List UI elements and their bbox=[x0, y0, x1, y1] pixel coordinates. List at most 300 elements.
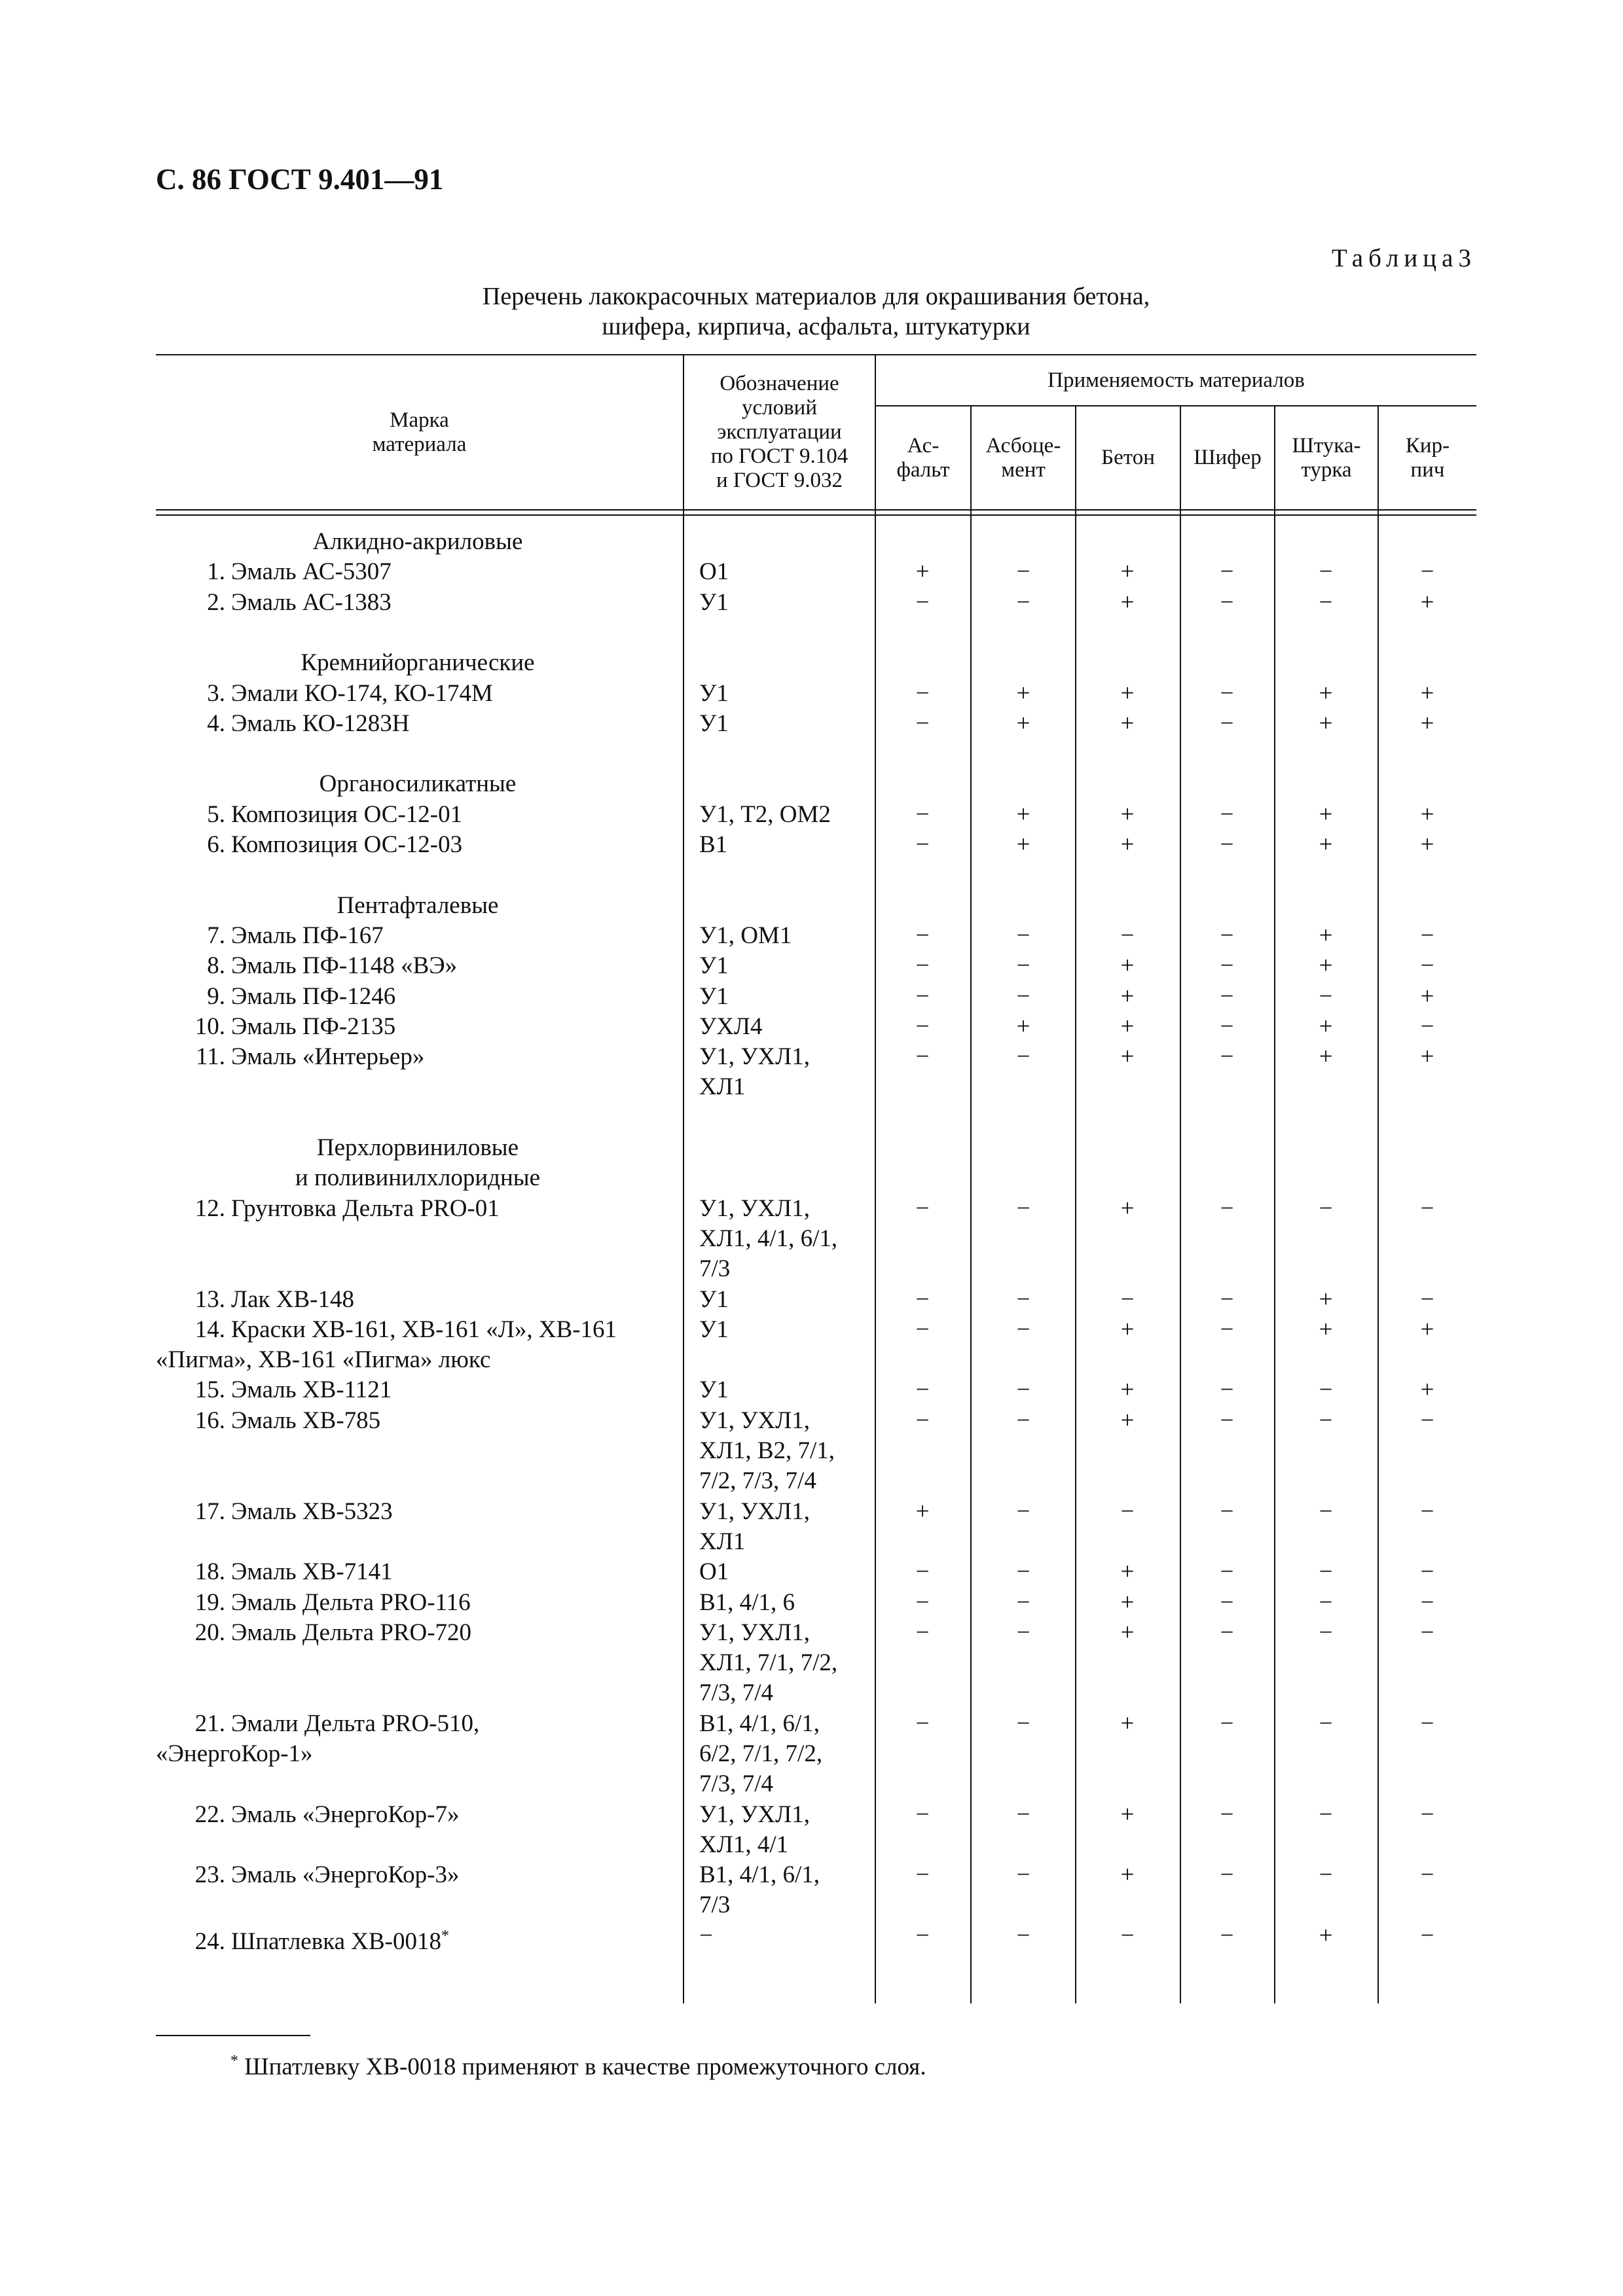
material-name-text: Эмаль «Интерьер» bbox=[231, 1043, 425, 1071]
mark-asphalt: − bbox=[915, 1710, 930, 1737]
row-number: 1. bbox=[207, 558, 225, 586]
mark-plaster: − bbox=[1319, 1861, 1333, 1889]
mark-brick: + bbox=[1420, 679, 1434, 707]
mark-concrete: + bbox=[1120, 982, 1135, 1010]
table-row bbox=[156, 921, 1476, 951]
material-name bbox=[156, 921, 670, 951]
mark-asphalt: − bbox=[915, 1376, 930, 1404]
group-heading: Органосиликатные bbox=[319, 770, 517, 798]
table-row bbox=[156, 679, 1476, 709]
mark-asbestos-cement: + bbox=[1016, 679, 1030, 707]
material-name-text: Эмаль ПФ-1148 «ВЭ» bbox=[231, 952, 458, 980]
material-name-text: Эмаль Дельта PRO-720 bbox=[231, 1619, 472, 1646]
mark-plaster: − bbox=[1319, 1710, 1333, 1737]
mark-plaster: + bbox=[1319, 800, 1333, 828]
material-name-text: Лак ХВ-148 bbox=[231, 1285, 354, 1313]
conditions-line: ХЛ1, 7/1, 7/2, bbox=[699, 1649, 838, 1677]
material-name-text: Эмаль ХВ-785 bbox=[231, 1407, 381, 1434]
material-name bbox=[156, 982, 670, 1012]
mark-plaster: + bbox=[1319, 831, 1333, 858]
conditions-line: 7/3, 7/4 bbox=[699, 1679, 774, 1707]
mark-brick: + bbox=[1420, 588, 1434, 616]
conditions-line: ХЛ1, 4/1 bbox=[699, 1831, 789, 1858]
mark-concrete: + bbox=[1120, 1710, 1135, 1737]
table-row bbox=[156, 1557, 1476, 1587]
mark-slate: − bbox=[1220, 1407, 1234, 1434]
material-name-text: Эмаль ХВ-1121 bbox=[231, 1376, 392, 1404]
material-name bbox=[156, 830, 670, 860]
material-name bbox=[156, 1406, 670, 1436]
material-name bbox=[156, 1042, 670, 1072]
mark-plaster: + bbox=[1319, 709, 1333, 737]
page-header: С. 86 ГОСТ 9.401—91 bbox=[156, 163, 444, 196]
mark-asbestos-cement: + bbox=[1016, 800, 1030, 828]
conditions-line: У1, УХЛ1, bbox=[699, 1043, 810, 1071]
mark-brick: + bbox=[1420, 1376, 1434, 1404]
mark-asphalt: − bbox=[915, 1194, 930, 1222]
mark-slate: − bbox=[1220, 709, 1234, 737]
conditions-line: 7/3, 7/4 bbox=[699, 1770, 774, 1798]
footnote-ref: * bbox=[441, 1927, 450, 1945]
row-number: 2. bbox=[207, 588, 225, 616]
mark-concrete: + bbox=[1120, 800, 1135, 828]
mark-asbestos-cement: − bbox=[1016, 1316, 1030, 1343]
material-name bbox=[156, 588, 670, 618]
mark-plaster: − bbox=[1319, 558, 1333, 586]
conditions-line: У1 bbox=[699, 952, 729, 980]
row-number: 17. bbox=[194, 1498, 225, 1525]
material-name-text: Композиция ОС-12-01 bbox=[231, 800, 463, 828]
mark-asbestos-cement: − bbox=[1016, 1194, 1030, 1222]
mark-concrete: + bbox=[1120, 1801, 1135, 1828]
table-row bbox=[156, 1315, 1476, 1376]
table-row bbox=[156, 1860, 1476, 1921]
mark-asbestos-cement: − bbox=[1016, 952, 1030, 980]
conditions-line: У1 bbox=[699, 709, 729, 737]
group-heading: Алкидно-акриловые bbox=[312, 528, 523, 555]
mark-concrete: + bbox=[1120, 1013, 1135, 1040]
caption-line-2: шифера, кирпича, асфальта, штукатурки bbox=[602, 313, 1030, 340]
mark-brick: + bbox=[1420, 800, 1434, 828]
mark-asphalt: − bbox=[915, 1013, 930, 1040]
conditions-line: У1 bbox=[699, 1316, 729, 1343]
table-number: Таблица3 bbox=[1331, 244, 1476, 272]
footnote-text: Шпатлевку ХВ-0018 применяют в качестве промежуточного слоя. bbox=[244, 2053, 926, 2081]
footnote bbox=[230, 2053, 926, 2081]
conditions-line: ХЛ1, В2, 7/1, bbox=[699, 1437, 835, 1464]
mark-asbestos-cement: − bbox=[1016, 1619, 1030, 1646]
mark-brick: − bbox=[1420, 1619, 1434, 1646]
header-asphalt: Ас- фальт bbox=[896, 433, 950, 482]
mark-asphalt: − bbox=[915, 679, 930, 707]
footnote-mark: * bbox=[230, 2053, 238, 2070]
conditions-line: В1, 4/1, 6/1, bbox=[699, 1861, 820, 1889]
row-number: 12. bbox=[194, 1194, 225, 1222]
mark-brick: + bbox=[1420, 831, 1434, 858]
mark-plaster: + bbox=[1319, 1043, 1333, 1071]
group-heading-row bbox=[156, 769, 1476, 799]
conditions-line: У1, УХЛ1, bbox=[699, 1801, 810, 1828]
mark-slate: − bbox=[1220, 800, 1234, 828]
material-name-continuation: «ЭнергоКор-1» bbox=[156, 1740, 313, 1767]
mark-concrete: + bbox=[1120, 588, 1135, 616]
group-heading: и поливинилхлоридные bbox=[295, 1164, 541, 1192]
mark-brick: − bbox=[1420, 952, 1434, 980]
mark-asphalt: + bbox=[915, 1498, 930, 1525]
table-caption bbox=[156, 281, 1476, 342]
group-heading-row bbox=[156, 891, 1476, 921]
mark-plaster: + bbox=[1319, 1922, 1333, 1949]
header-rule-2 bbox=[156, 514, 1476, 516]
mark-plaster: − bbox=[1319, 1498, 1333, 1525]
mark-asphalt: − bbox=[915, 800, 930, 828]
mark-brick: − bbox=[1420, 1285, 1434, 1313]
material-name-continuation: «Пигма», ХВ-161 «Пигма» люкс bbox=[156, 1346, 491, 1374]
mark-asphalt: − bbox=[915, 1285, 930, 1313]
table-row bbox=[156, 1921, 1476, 1956]
conditions-line: У1 bbox=[699, 1376, 729, 1404]
mark-asbestos-cement: − bbox=[1016, 982, 1030, 1010]
mark-brick: − bbox=[1420, 1801, 1434, 1828]
material-name-text: Эмали Дельта PRO-510, bbox=[231, 1710, 480, 1737]
mark-brick: − bbox=[1420, 1922, 1434, 1949]
row-number: 18. bbox=[194, 1558, 225, 1586]
header-asbestos-cement: Асбоце- мент bbox=[985, 433, 1061, 482]
mark-slate: − bbox=[1220, 1376, 1234, 1404]
material-name bbox=[156, 1012, 670, 1042]
row-number: 10. bbox=[194, 1013, 225, 1040]
mark-concrete: + bbox=[1120, 1316, 1135, 1343]
table-row bbox=[156, 1375, 1476, 1405]
mark-asphalt: − bbox=[915, 922, 930, 949]
conditions-line: В1 bbox=[699, 831, 728, 858]
mark-plaster: + bbox=[1319, 952, 1333, 980]
row-number: 8. bbox=[207, 952, 225, 980]
mark-concrete: + bbox=[1120, 1588, 1135, 1616]
mark-brick: + bbox=[1420, 709, 1434, 737]
material-name-text: Композиция ОС-12-03 bbox=[231, 831, 463, 858]
mark-brick: − bbox=[1420, 922, 1434, 949]
mark-asphalt: − bbox=[915, 1316, 930, 1343]
material-name bbox=[156, 1375, 670, 1405]
group-heading-row bbox=[156, 527, 1476, 557]
mark-slate: − bbox=[1220, 1043, 1234, 1071]
row-number: 3. bbox=[207, 679, 225, 707]
mark-plaster: − bbox=[1319, 1801, 1333, 1828]
table-row bbox=[156, 951, 1476, 981]
mark-slate: − bbox=[1220, 1013, 1234, 1040]
mark-plaster: − bbox=[1319, 1558, 1333, 1586]
mark-slate: − bbox=[1220, 1922, 1234, 1949]
row-number: 5. bbox=[207, 800, 225, 828]
material-name-text: Эмаль «ЭнергоКор-3» bbox=[231, 1861, 460, 1889]
mark-concrete: + bbox=[1120, 831, 1135, 858]
mark-slate: − bbox=[1220, 922, 1234, 949]
mark-slate: − bbox=[1220, 1194, 1234, 1222]
table-row bbox=[156, 1618, 1476, 1709]
conditions-line: У1, УХЛ1, bbox=[699, 1407, 810, 1434]
mark-brick: + bbox=[1420, 1043, 1434, 1071]
mark-plaster: − bbox=[1319, 1407, 1333, 1434]
mark-concrete: + bbox=[1120, 1376, 1135, 1404]
mark-asphalt: − bbox=[915, 1043, 930, 1071]
group-heading-row bbox=[156, 1163, 1476, 1193]
mark-concrete: − bbox=[1120, 922, 1135, 949]
conditions-line: У1 bbox=[699, 588, 729, 616]
header-conditions: Обозначение условий эксплуатации по ГОСТ 9.104 и ГОСТ 9.032 bbox=[710, 372, 848, 492]
mark-concrete: − bbox=[1120, 1922, 1135, 1949]
row-number: 9. bbox=[207, 982, 225, 1010]
material-name bbox=[156, 1618, 670, 1648]
table-row bbox=[156, 557, 1476, 587]
mark-asbestos-cement: − bbox=[1016, 588, 1030, 616]
mark-asphalt: − bbox=[915, 1619, 930, 1646]
mark-asphalt: + bbox=[915, 558, 930, 586]
material-name bbox=[156, 1860, 670, 1890]
mark-slate: − bbox=[1220, 588, 1234, 616]
mark-slate: − bbox=[1220, 831, 1234, 858]
table-row bbox=[156, 709, 1476, 739]
row-number: 24. bbox=[194, 1928, 225, 1956]
conditions-line: У1, УХЛ1, bbox=[699, 1194, 810, 1222]
mark-brick: − bbox=[1420, 1194, 1434, 1222]
mark-plaster: + bbox=[1319, 1013, 1333, 1040]
material-name bbox=[156, 1800, 670, 1830]
mark-asbestos-cement: − bbox=[1016, 1861, 1030, 1889]
mark-plaster: − bbox=[1319, 1588, 1333, 1616]
mark-plaster: + bbox=[1319, 1285, 1333, 1313]
mark-brick: − bbox=[1420, 1407, 1434, 1434]
mark-concrete: + bbox=[1120, 679, 1135, 707]
header-plaster: Штука- турка bbox=[1292, 433, 1361, 482]
table-row bbox=[156, 1285, 1476, 1315]
conditions-line: О1 bbox=[699, 1558, 729, 1586]
material-name bbox=[156, 1588, 670, 1618]
mark-brick: + bbox=[1420, 1316, 1434, 1343]
mark-brick: − bbox=[1420, 1498, 1434, 1525]
material-name bbox=[156, 1709, 670, 1739]
material-name-text: Эмаль «ЭнергоКор-7» bbox=[231, 1801, 460, 1828]
group-heading: Пентафталевые bbox=[337, 891, 499, 919]
mark-slate: − bbox=[1220, 1498, 1234, 1525]
material-name bbox=[156, 1497, 670, 1527]
table-row bbox=[156, 982, 1476, 1012]
mark-asphalt: − bbox=[915, 1801, 930, 1828]
mark-concrete: + bbox=[1120, 1619, 1135, 1646]
mark-slate: − bbox=[1220, 1316, 1234, 1343]
table-row bbox=[156, 1406, 1476, 1497]
group-heading-row bbox=[156, 648, 1476, 678]
mark-slate: − bbox=[1220, 1710, 1234, 1737]
mark-asbestos-cement: + bbox=[1016, 831, 1030, 858]
footnote-rule bbox=[156, 2035, 310, 2036]
row-number: 11. bbox=[196, 1043, 225, 1071]
table-row bbox=[156, 830, 1476, 860]
table-row bbox=[156, 1588, 1476, 1618]
mark-plaster: − bbox=[1319, 1619, 1333, 1646]
mark-asbestos-cement: − bbox=[1016, 922, 1030, 949]
conditions-line: У1, УХЛ1, bbox=[699, 1619, 810, 1646]
material-name bbox=[156, 1194, 670, 1224]
table-row bbox=[156, 588, 1476, 618]
conditions-line: У1 bbox=[699, 679, 729, 707]
material-name-text: Эмаль КО-1283Н bbox=[231, 709, 410, 737]
material-name bbox=[156, 1921, 670, 1957]
mark-asphalt: − bbox=[915, 588, 930, 616]
material-name bbox=[156, 1285, 670, 1315]
mark-concrete: + bbox=[1120, 1558, 1135, 1586]
mark-concrete: + bbox=[1120, 709, 1135, 737]
header-rule-1 bbox=[156, 509, 1476, 511]
group-heading: Перхлорвиниловые bbox=[316, 1134, 519, 1161]
material-name-text: Эмаль АС-5307 bbox=[231, 558, 392, 586]
row-number: 6. bbox=[207, 831, 225, 858]
mark-plaster: − bbox=[1319, 982, 1333, 1010]
mark-asbestos-cement: − bbox=[1016, 1498, 1030, 1525]
conditions-line: У1 bbox=[699, 982, 729, 1010]
row-number: 4. bbox=[207, 709, 225, 737]
conditions-line: В1, 4/1, 6 bbox=[699, 1588, 795, 1616]
mark-asbestos-cement: + bbox=[1016, 709, 1030, 737]
table-row bbox=[156, 1012, 1476, 1042]
material-name bbox=[156, 1315, 670, 1345]
mark-brick: + bbox=[1420, 982, 1434, 1010]
material-name bbox=[156, 557, 670, 587]
conditions-line: О1 bbox=[699, 558, 729, 586]
conditions-line: 7/3 bbox=[699, 1255, 731, 1283]
row-number: 15. bbox=[194, 1376, 225, 1404]
conditions-line: УХЛ4 bbox=[699, 1013, 763, 1040]
row-number: 16. bbox=[194, 1407, 225, 1434]
mark-asbestos-cement: − bbox=[1016, 1407, 1030, 1434]
material-name-text: Шпатлевка ХВ-0018 bbox=[231, 1928, 442, 1956]
mark-concrete: + bbox=[1120, 952, 1135, 980]
mark-asbestos-cement: − bbox=[1016, 1588, 1030, 1616]
mark-asbestos-cement: + bbox=[1016, 1013, 1030, 1040]
mark-concrete: − bbox=[1120, 1498, 1135, 1525]
conditions-line: У1, УХЛ1, bbox=[699, 1498, 810, 1525]
row-number: 19. bbox=[194, 1588, 225, 1616]
conditions-line: У1 bbox=[699, 1285, 729, 1313]
material-name bbox=[156, 679, 670, 709]
mark-asphalt: − bbox=[915, 982, 930, 1010]
conditions-line: − bbox=[699, 1922, 713, 1949]
mark-asphalt: − bbox=[915, 1922, 930, 1949]
header-brand: Марка материала bbox=[372, 408, 467, 456]
mark-slate: − bbox=[1220, 558, 1234, 586]
materials-table bbox=[156, 354, 1476, 2003]
mark-concrete: + bbox=[1120, 558, 1135, 586]
mark-slate: − bbox=[1220, 1801, 1234, 1828]
material-name-text: Эмаль ХВ-5323 bbox=[231, 1498, 393, 1525]
material-name-text: Эмаль ПФ-167 bbox=[231, 922, 384, 949]
table-row bbox=[156, 1709, 1476, 1800]
mark-asbestos-cement: − bbox=[1016, 1922, 1030, 1949]
mark-asbestos-cement: − bbox=[1016, 1558, 1030, 1586]
mark-plaster: − bbox=[1319, 1376, 1333, 1404]
mark-concrete: − bbox=[1120, 1285, 1135, 1313]
conditions-line: У1, ОМ1 bbox=[699, 922, 792, 949]
mark-slate: − bbox=[1220, 982, 1234, 1010]
material-name bbox=[156, 709, 670, 739]
row-number: 21. bbox=[194, 1710, 225, 1737]
mark-brick: − bbox=[1420, 1013, 1434, 1040]
conditions-line: 6/2, 7/1, 7/2, bbox=[699, 1740, 823, 1767]
mark-asphalt: − bbox=[915, 831, 930, 858]
mark-slate: − bbox=[1220, 1588, 1234, 1616]
mark-asbestos-cement: − bbox=[1016, 1043, 1030, 1071]
table-row bbox=[156, 1800, 1476, 1861]
mark-concrete: + bbox=[1120, 1194, 1135, 1222]
table-row bbox=[156, 1497, 1476, 1558]
mark-plaster: − bbox=[1319, 588, 1333, 616]
mark-slate: − bbox=[1220, 1861, 1234, 1889]
material-name bbox=[156, 951, 670, 981]
mark-slate: − bbox=[1220, 1619, 1234, 1646]
row-number: 20. bbox=[194, 1619, 225, 1646]
table-row bbox=[156, 1194, 1476, 1285]
mark-asphalt: − bbox=[915, 1588, 930, 1616]
mark-asbestos-cement: − bbox=[1016, 1376, 1030, 1404]
mark-asphalt: − bbox=[915, 709, 930, 737]
header-applicability: Применяемость материалов bbox=[1048, 368, 1305, 392]
material-name bbox=[156, 1557, 670, 1587]
mark-brick: − bbox=[1420, 1710, 1434, 1737]
mark-plaster: + bbox=[1319, 1316, 1333, 1343]
mark-brick: − bbox=[1420, 1861, 1434, 1889]
material-name-text: Эмаль ПФ-2135 bbox=[231, 1013, 396, 1040]
conditions-line: 7/3 bbox=[699, 1892, 731, 1919]
mark-asbestos-cement: − bbox=[1016, 558, 1030, 586]
mark-slate: − bbox=[1220, 679, 1234, 707]
material-name-text: Эмаль Дельта PRO-116 bbox=[231, 1588, 471, 1616]
row-number: 22. bbox=[194, 1801, 225, 1828]
row-number: 13. bbox=[194, 1285, 225, 1313]
table-row bbox=[156, 800, 1476, 830]
material-name-text: Эмаль АС-1383 bbox=[231, 588, 392, 616]
mark-brick: − bbox=[1420, 558, 1434, 586]
material-name bbox=[156, 800, 670, 830]
header-brick: Кир- пич bbox=[1405, 433, 1450, 482]
mark-asphalt: − bbox=[915, 1407, 930, 1434]
caption-line-1: Перечень лакокрасочных материалов для окрашивания бетона, bbox=[482, 283, 1150, 310]
mark-asphalt: − bbox=[915, 1861, 930, 1889]
mark-slate: − bbox=[1220, 1558, 1234, 1586]
conditions-line: 7/2, 7/3, 7/4 bbox=[699, 1467, 816, 1495]
mark-slate: − bbox=[1220, 952, 1234, 980]
material-name-text: Эмали КО-174, КО-174М bbox=[231, 679, 493, 707]
group-heading: Кремнийорганические bbox=[301, 649, 535, 677]
conditions-line: В1, 4/1, 6/1, bbox=[699, 1710, 820, 1737]
table-row bbox=[156, 1042, 1476, 1103]
mark-asphalt: − bbox=[915, 1558, 930, 1586]
mark-asbestos-cement: − bbox=[1016, 1710, 1030, 1737]
conditions-line: ХЛ1 bbox=[699, 1528, 746, 1555]
mark-plaster: − bbox=[1319, 1194, 1333, 1222]
mark-brick: − bbox=[1420, 1588, 1434, 1616]
material-name-text: Краски ХВ-161, ХВ-161 «Л», ХВ-161 bbox=[231, 1316, 617, 1343]
mark-asphalt: − bbox=[915, 952, 930, 980]
mark-asbestos-cement: − bbox=[1016, 1801, 1030, 1828]
mark-slate: − bbox=[1220, 1285, 1234, 1313]
mark-asbestos-cement: − bbox=[1016, 1285, 1030, 1313]
mark-brick: − bbox=[1420, 1558, 1434, 1586]
row-number: 7. bbox=[207, 922, 225, 949]
row-number: 23. bbox=[194, 1861, 225, 1889]
material-name-text: Эмаль ХВ-7141 bbox=[231, 1558, 393, 1586]
group-heading-row bbox=[156, 1133, 1476, 1163]
header-slate: Шифер bbox=[1194, 446, 1262, 469]
